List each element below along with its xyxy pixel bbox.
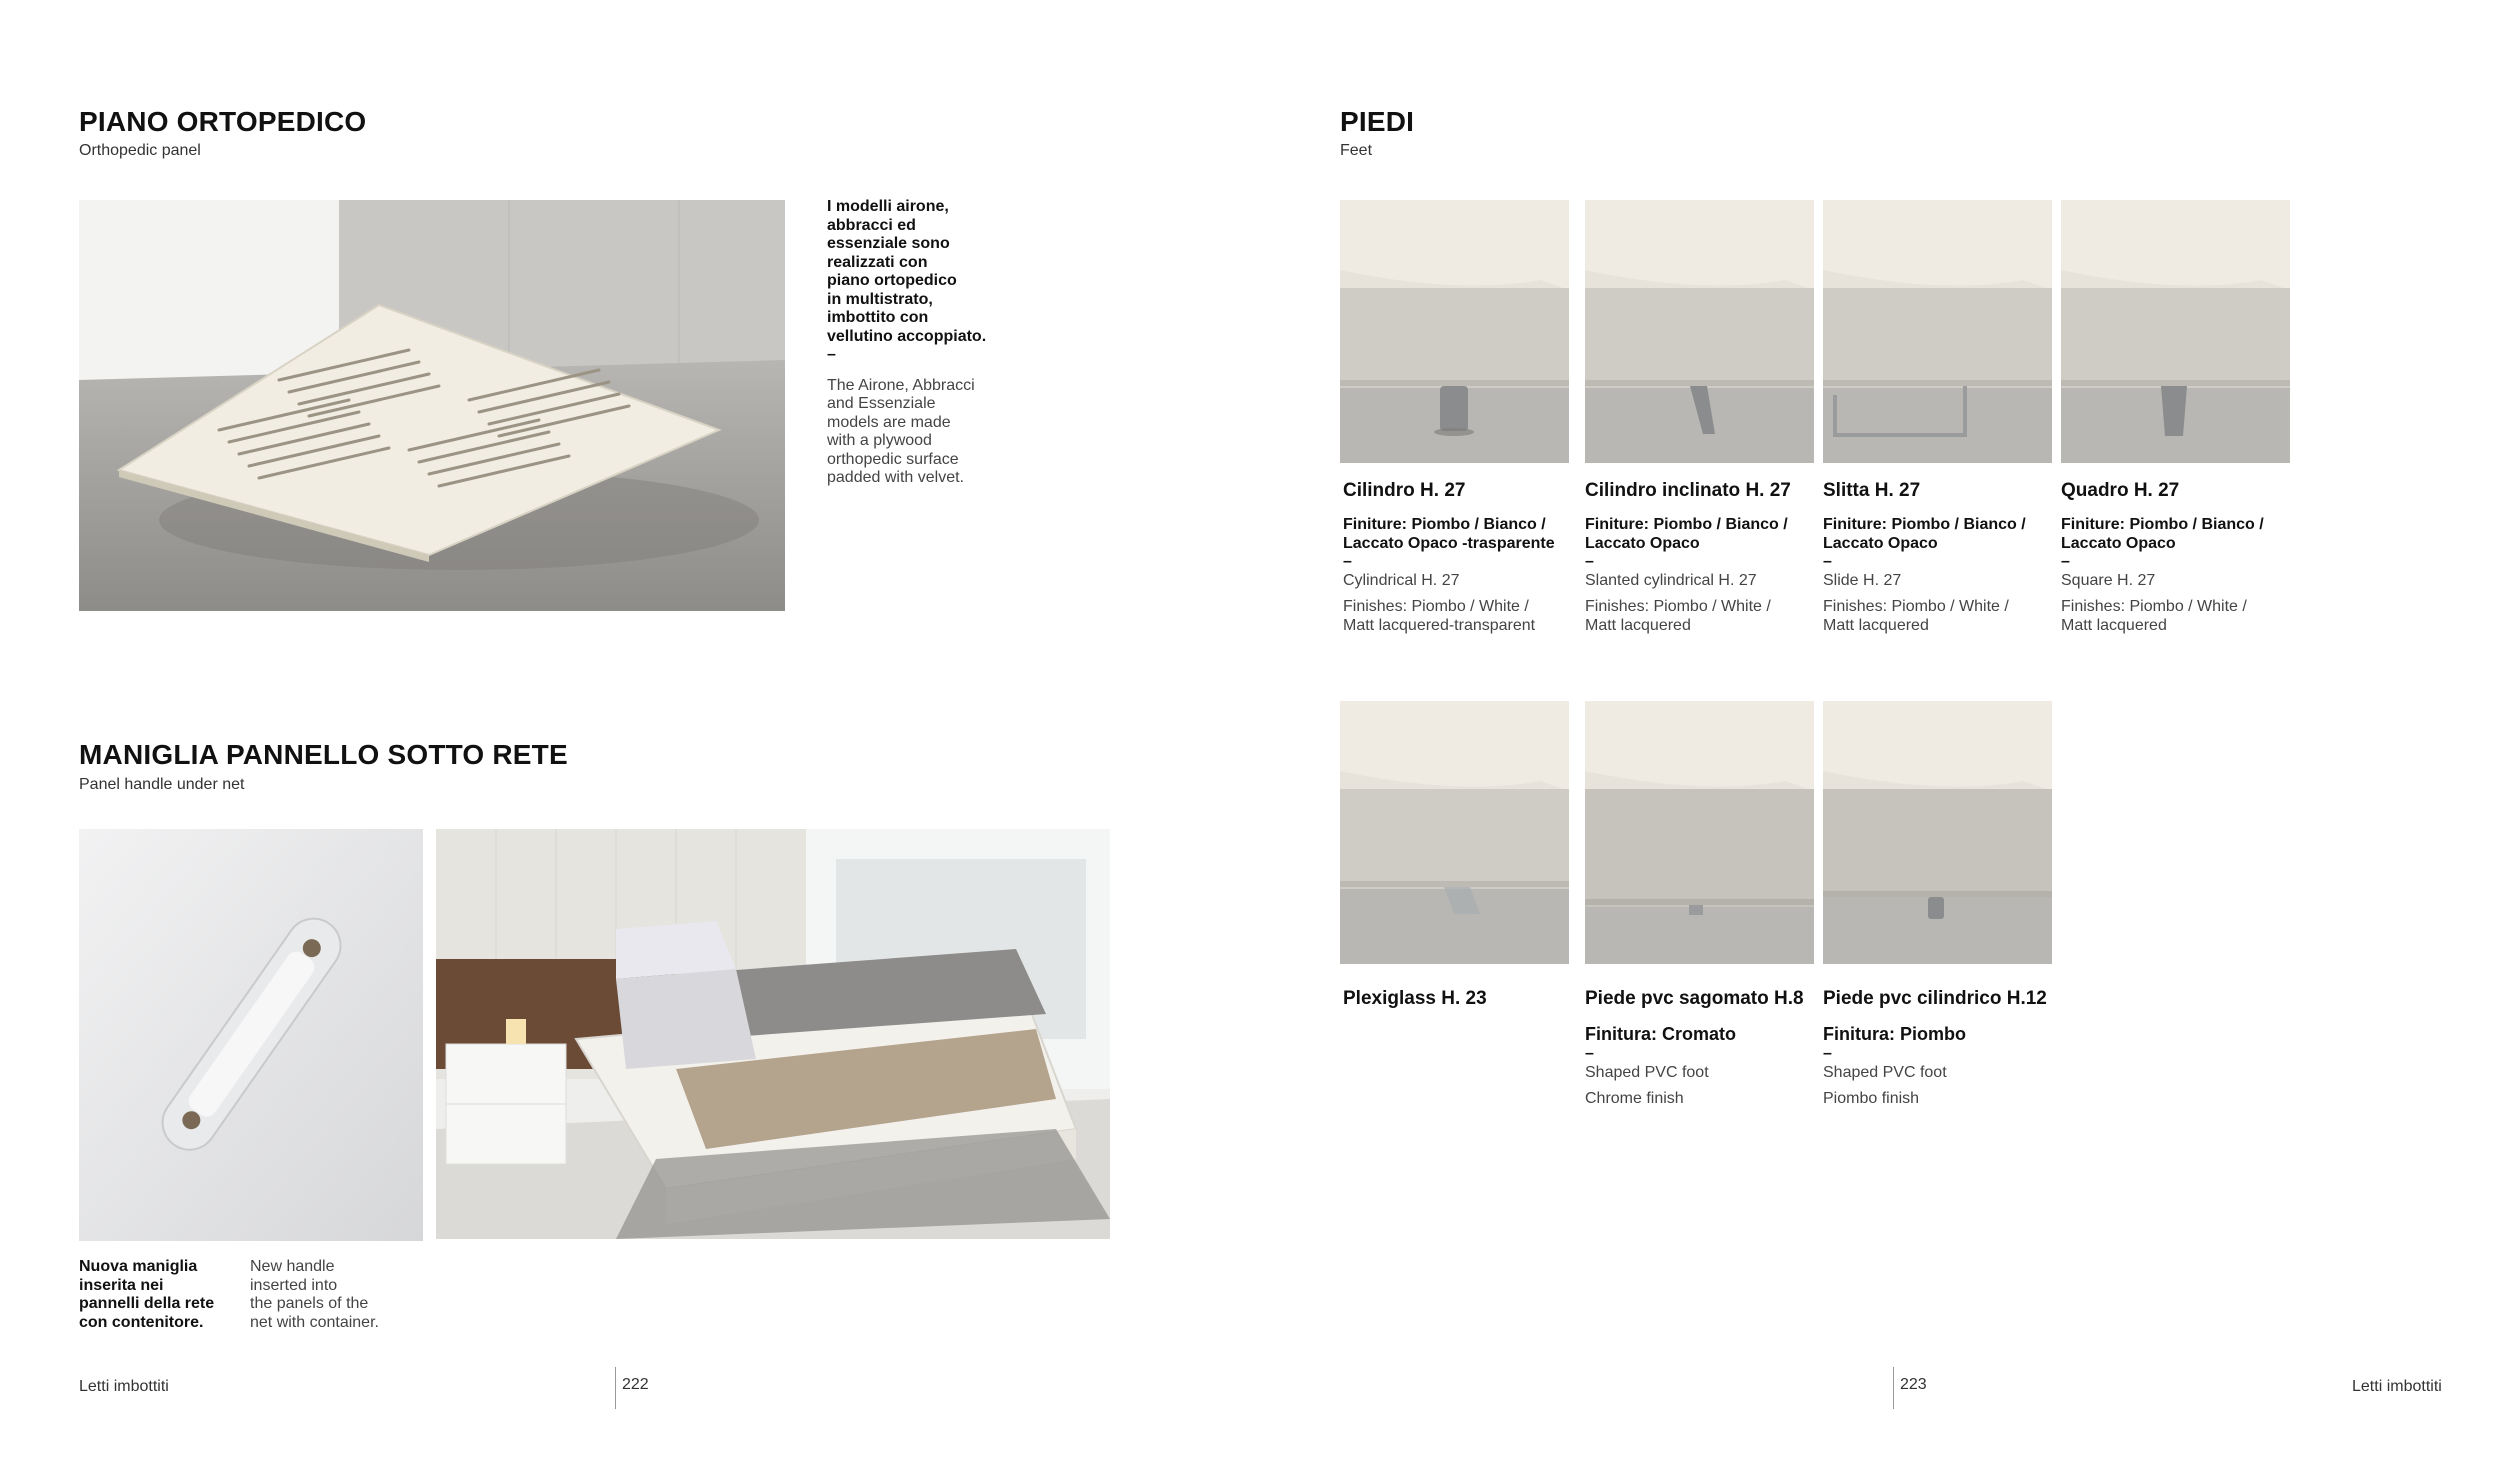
foot-caption-plexiglass [1343, 988, 1578, 1010]
desc-it-line: in multistrato, [827, 290, 933, 308]
caption-en-line: New handle [250, 1258, 335, 1275]
caption-en-line: net with container. [250, 1313, 379, 1331]
bed-storage-photo [436, 829, 1110, 1239]
foot-name-en: Shaped PVC foot [1823, 1063, 1947, 1081]
foot-finish-en: Finishes: Piombo / White / [1823, 598, 2009, 615]
desc-it-line: piano ortopedico [827, 272, 957, 289]
panel-section-title: PIANO ORTOPEDICO [79, 106, 367, 137]
panel-description [827, 198, 1027, 488]
foot-finish-it: Laccato Opaco [1585, 534, 1700, 552]
foot-name: Cilindro inclinato H. 27 [1585, 480, 1791, 501]
foot-dash: – [1343, 553, 1352, 570]
foot-name-en: Shaped PVC foot [1585, 1063, 1709, 1081]
foot-finish-en: Matt lacquered [1585, 616, 1691, 634]
desc-en-line: The Airone, Abbracci [827, 376, 975, 394]
foot-dash: – [2061, 553, 2070, 570]
foot-photo-slanted-cylinder [1585, 200, 1814, 463]
foot-dash: – [1585, 553, 1594, 570]
desc-en-line: padded with velvet. [827, 469, 964, 486]
desc-en-line: models are made [827, 413, 951, 431]
foot-name: Quadro H. 27 [2061, 480, 2180, 501]
foot-photo-plexiglass [1340, 701, 1569, 964]
desc-it-line: I modelli airone, [827, 198, 949, 215]
handle-caption-it [79, 1258, 214, 1332]
foot-name: Cilindro H. 27 [1343, 480, 1466, 501]
orthopedic-panel-photo [79, 200, 785, 611]
foot-name: Piede pvc cilindrico H.12 [1823, 988, 2047, 1009]
foot-dash: – [1823, 1045, 1832, 1062]
foot-finish-it: Finitura: Piombo [1823, 1024, 1966, 1044]
foot-photo-pvc-shaped [1585, 701, 1814, 964]
foot-name-en: Slide H. 27 [1823, 571, 1902, 589]
foot-caption-slanted-cylinder [1585, 480, 1820, 635]
foot-finish-en: Chrome finish [1585, 1090, 1684, 1107]
foot-photo-slide [1823, 200, 2052, 463]
desc-en-line: orthopedic surface [827, 450, 959, 468]
caption-en-line: inserted into [250, 1276, 338, 1294]
foot-photo-square [2061, 200, 2290, 463]
desc-en-line: and Essenziale [827, 395, 936, 412]
foot-finish-en: Matt lacquered [2061, 616, 2167, 634]
foot-finish-it: Finiture: Piombo / Bianco / [2061, 516, 2264, 533]
foot-photo-pvc-cylindrical [1823, 701, 2052, 964]
foot-finish-en: Finishes: Piombo / White / [1585, 598, 1771, 615]
foot-name: Slitta H. 27 [1823, 480, 1921, 501]
panel-section-subtitle: Orthopedic panel [79, 142, 201, 159]
handle-section-title: MANIGLIA PANNELLO SOTTO RETE [79, 739, 568, 770]
desc-it-line: vellutino accoppiato. [827, 327, 987, 345]
left-page-number: 222 [622, 1376, 649, 1393]
desc-it-line: imbottito con [827, 309, 929, 326]
foot-name: Plexiglass H. 23 [1343, 988, 1487, 1009]
desc-it-line: essenziale sono [827, 235, 950, 252]
desc-en-line: with a plywood [827, 432, 932, 449]
foot-caption-pvc-cylindrical [1823, 988, 2058, 1109]
caption-it-line: con contenitore. [79, 1313, 204, 1331]
desc-dash: – [827, 346, 836, 363]
foot-finish-en: Matt lacquered-transparent [1343, 616, 1536, 634]
foot-finish-it: Laccato Opaco [2061, 534, 2176, 552]
caption-it-line: pannelli della rete [79, 1295, 215, 1312]
foot-finish-it: Finiture: Piombo / Bianco / [1343, 516, 1546, 533]
foot-finish-en: Piombo finish [1823, 1090, 1920, 1107]
foot-finish-en: Finishes: Piombo / White / [2061, 598, 2247, 615]
foot-finish-en: Finishes: Piombo / White / [1343, 598, 1529, 615]
right-footer-label: Letti imbottiti [2352, 1378, 2442, 1395]
caption-it-line: inserita nei [79, 1276, 164, 1294]
desc-it-line: realizzati con [827, 253, 928, 271]
caption-en-line: the panels of the [250, 1295, 369, 1312]
handle-caption-en [250, 1258, 379, 1332]
foot-finish-it: Finiture: Piombo / Bianco / [1823, 516, 2026, 533]
handle-section-subtitle: Panel handle under net [79, 776, 245, 793]
foot-name-en: Slanted cylindrical H. 27 [1585, 571, 1757, 589]
foot-finish-it: Laccato Opaco [1823, 534, 1938, 552]
foot-name-en: Cylindrical H. 27 [1343, 571, 1460, 589]
foot-finish-it: Finiture: Piombo / Bianco / [1585, 516, 1788, 533]
right-page-number: 223 [1900, 1376, 1927, 1393]
foot-name: Piede pvc sagomato H.8 [1585, 988, 1804, 1009]
foot-finish-it: Laccato Opaco -trasparente [1343, 534, 1555, 552]
foot-dash: – [1823, 553, 1832, 570]
feet-section-title: PIEDI [1340, 106, 1415, 137]
foot-caption-slide [1823, 480, 2058, 635]
right-footer-divider [1893, 1367, 1894, 1409]
left-footer-divider [615, 1367, 616, 1409]
foot-finish-it: Finitura: Cromato [1585, 1024, 1736, 1044]
foot-finish-en: Matt lacquered [1823, 616, 1929, 634]
handle-closeup-photo [79, 829, 423, 1241]
feet-section-subtitle: Feet [1340, 142, 1373, 159]
foot-dash: – [1585, 1045, 1594, 1062]
foot-caption-pvc-shaped [1585, 988, 1820, 1109]
foot-name-en: Square H. 27 [2061, 571, 2156, 589]
caption-it-line: Nuova maniglia [79, 1258, 198, 1275]
left-footer-label: Letti imbottiti [79, 1378, 169, 1395]
foot-caption-square [2061, 480, 2296, 635]
foot-caption-cylinder [1343, 480, 1578, 635]
desc-it-line: abbracci ed [827, 216, 916, 234]
foot-photo-cylinder [1340, 200, 1569, 463]
